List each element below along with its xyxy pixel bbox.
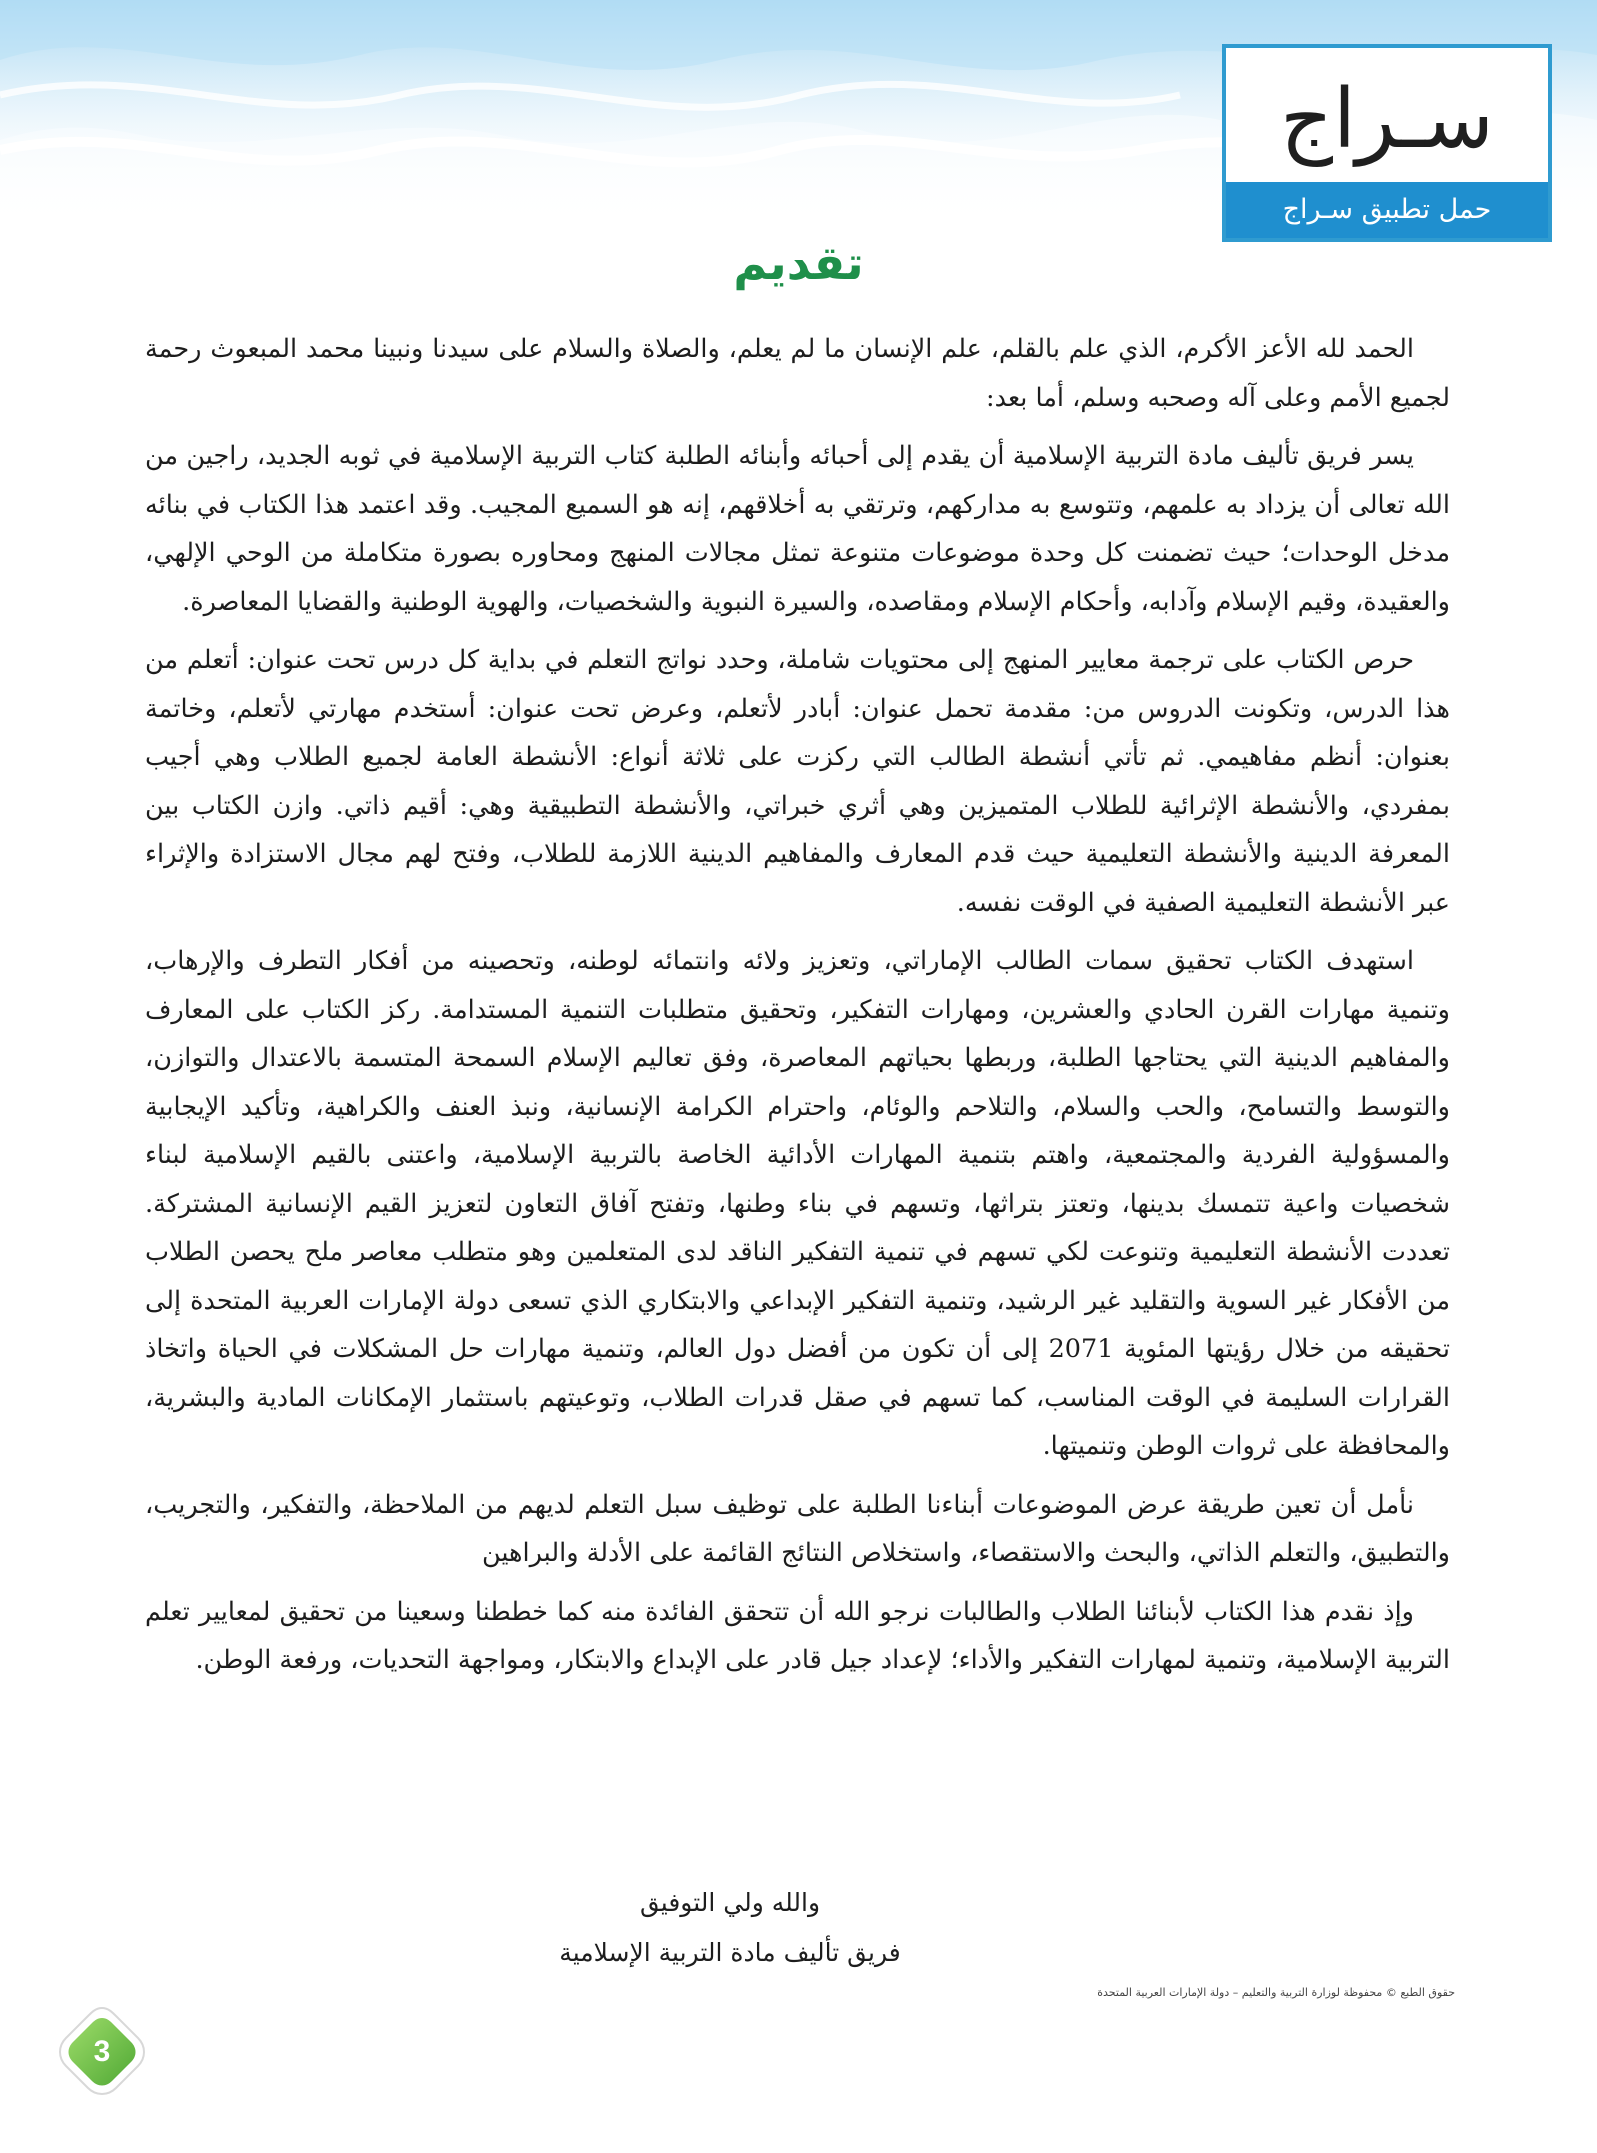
copyright-note: حقوق الطبع © محفوظة لوزارة التربية والتعليم – دولة الإمارات العربية المتحدة	[1097, 1986, 1455, 1999]
page-number: 3	[93, 2035, 111, 2068]
intro-body	[145, 325, 1450, 1695]
page-number-badge	[48, 1998, 156, 2106]
paragraph: استهدف الكتاب تحقيق سمات الطالب الإماراتي، وتعزيز ولائه وانتمائه لوطنه، وتحصينه من أفكار التطرف والإرهاب، وتنمية مهارات القرن الحادي والعشرين، ومهارات التفكير، وتحقيق متطلبات التنمية المستدامة. ركز الكتاب على المعارف والمفاهيم الدينية التي يحتاجها الطلبة، وربطها بحياتهم المعاصرة، وفق تعاليم الإسلام السمحة المتسمة بالاعتدال والتوازن، والتوسط والتسامح، والحب والسلام، والتلاحم والوئام، واحترام الكرامة الإنسانية، ونبذ العنف والكراهية، وتأكيد الإيجابية والمسؤولية الفردية والمجتمعية، واهتم بتنمية المهارات الأدائية الخاصة بالتربية الإسلامية، واعتنى بالقيم الإسلامية لبناء شخصيات واعية تتمسك بدينها، وتعتز بتراثها، وتسهم في بناء وطنها، وتفتح آفاق التعاون لتعزيز القيم الإنسانية المشتركة. تعددت الأنشطة التعليمية وتنوعت لكي تسهم في تنمية التفكير الناقد لدى المتعلمين وهو متطلب معاصر ملح يحصن الطلاب من الأفكار غير السوية والتقليد غير الرشيد، وتنمية التفكير الإبداعي والابتكاري الذي تسعى دولة الإمارات العربية المتحدة إلى تحقيقه من خلال رؤيتها المئوية 2071 إلى أن تكون من أفضل دول العالم، وتنمية مهارات حل المشكلات في الحياة واتخاذ القرارات السليمة في الوقت المناسب، كما تسهم في صقل قدرات الطلاب، وتوعيتهم باستثمار الإمكانات المادية والبشرية، والمحافظة على ثروات الوطن وتنميتها.	[145, 946, 1450, 1461]
author-team: فريق تأليف مادة التربية الإسلامية	[559, 1938, 901, 1967]
paragraph: الحمد لله الأعز الأكرم، الذي علم بالقلم، علم الإنسان ما لم يعلم، والصلاة والسلام على سيدنا ونبينا محمد المبعوث رحمة لجميع الأمم وعلى آله وصحبه وسلم، أما بعد:	[145, 334, 1450, 413]
closing-signature	[520, 1878, 940, 1978]
logo-tagline: حمل تطبيق سـراج	[1226, 182, 1548, 238]
paragraph: حرص الكتاب على ترجمة معايير المنهج إلى محتويات شاملة، وحدد نواتج التعلم في بداية كل درس تحت عنوان: أتعلم من هذا الدرس، وتكونت الدروس من: مقدمة تحمل عنوان: أبادر لأتعلم، وعرض تحت عنوان: أستخدم مهارتي لأتعلم، وخاتمة بعنوان: أنظم مفاهيمي. ثم تأتي أنشطة الطالب التي ركزت على ثلاثة أنواع: الأنشطة العامة لجميع الطلاب وهي أجيب بمفردي، والأنشطة الإثرائية للطلاب المتميزين وهي أثري خبراتي، والأنشطة التطبيقية وهي: أقيم ذاتي. وازن الكتاب بين المعرفة الدينية والأنشطة التعليمية حيث قدم المعارف والمفاهيم الدينية اللازمة للطلاب، وفتح لهم مجال الاستزادة والإثراء عبر الأنشطة التعليمية الصفية في الوقت نفسه.	[145, 645, 1450, 918]
page-title: تقديم	[733, 236, 864, 290]
closing-line: والله ولي التوفيق	[639, 1888, 821, 1917]
paragraph: وإذ نقدم هذا الكتاب لأبنائنا الطلاب والطالبات نرجو الله أن تتحقق الفائدة منه كما خططنا وسعينا من تحقيق لمعايير تعلم التربية الإسلامية، وتنمية لمهارات التفكير والأداء؛ لإعداد جيل قادر على الإبداع والابتكار، ومواجهة التحديات، ورفعة الوطن.	[145, 1596, 1450, 1675]
siraj-logo[interactable]	[1222, 44, 1552, 242]
logo-name: سـراج	[1280, 72, 1494, 167]
paragraph: يسر فريق تأليف مادة التربية الإسلامية أن يقدم إلى أحبائه وأبنائه الطلبة كتاب التربية الإسلامية في ثوبه الجديد، راجين من الله تعالى أن يزداد به علمهم، وتتوسع به مداركهم، وترتقي به أخلاقهم، إنه هو السميع المجيب. وقد اعتمد هذا الكتاب في بنائه مدخل الوحدات؛ حيث تضمنت كل وحدة موضوعات متنوعة تمثل مجالات المنهج ومحاوره بصورة متكاملة من الوحي الإلهي، والعقيدة، وقيم الإسلام وآدابه، وأحكام الإسلام ومقاصده، والسيرة النبوية والشخصيات، والهوية الوطنية والقضايا المعاصرة.	[145, 441, 1450, 617]
paragraph: نأمل أن تعين طريقة عرض الموضوعات أبناءنا الطلبة على توظيف سبل التعلم لديهم من الملاحظة، والتفكير، والتجريب، والتطبيق، والتعلم الذاتي، والبحث والاستقصاء، واستخلاص النتائج القائمة على الأدلة والبراهين	[145, 1489, 1450, 1568]
